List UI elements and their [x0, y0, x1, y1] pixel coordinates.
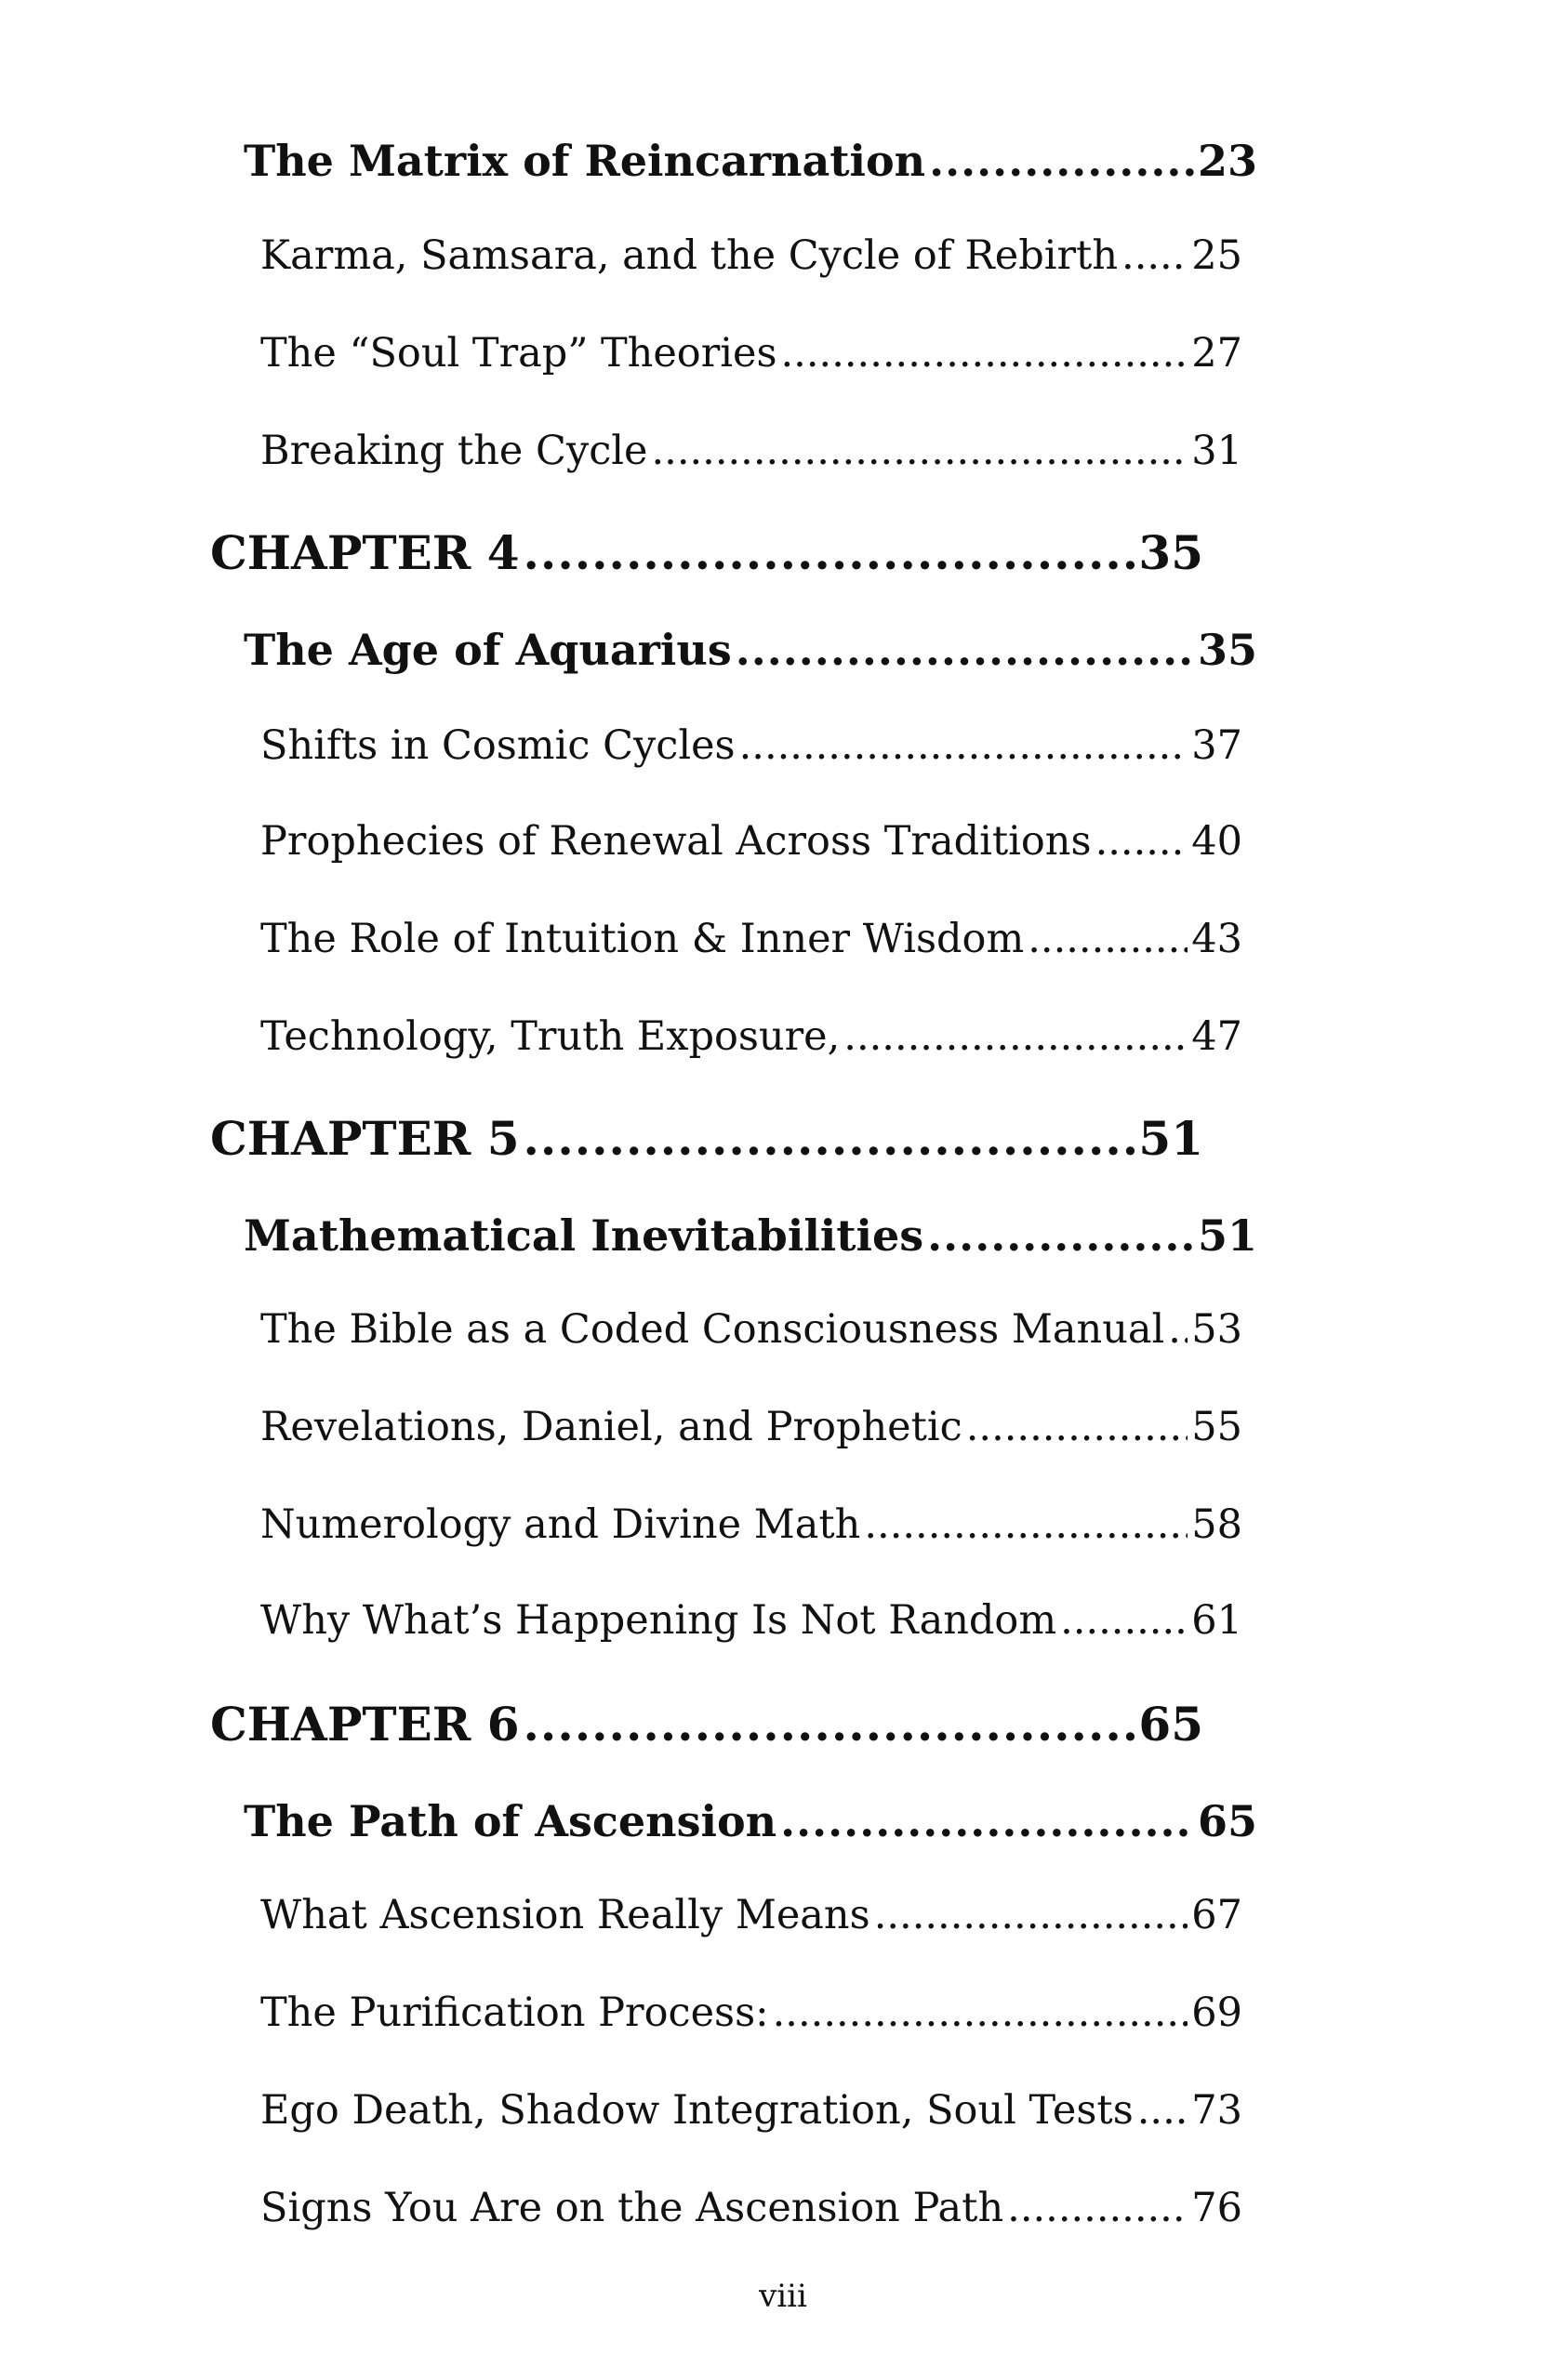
dot-leader	[843, 1013, 1188, 1060]
dot-leader	[524, 525, 1135, 580]
toc-sub-soul-trap[interactable]	[260, 330, 1242, 377]
toc-entry-title: CHAPTER 6	[210, 1697, 520, 1752]
toc-entry-page: 27	[1191, 330, 1242, 377]
toc-entry-title: Technology, Truth Exposure,	[260, 1013, 841, 1060]
toc-entry-title: Revelations, Daniel, and Prophetic	[260, 1404, 962, 1450]
toc-entry-title: Ego Death, Shadow Integration, Soul Tests	[260, 2087, 1134, 2134]
toc-entry-title: The Role of Intuition & Inner Wisdom	[260, 916, 1025, 962]
toc-section-path-of-ascension[interactable]	[244, 1796, 1257, 1846]
toc-entry-title: The Purification Process:	[260, 1990, 769, 2036]
dot-leader	[1060, 1597, 1188, 1644]
toc-entry-title: Prophecies of Renewal Across Traditions	[260, 818, 1092, 865]
dot-leader	[524, 1111, 1135, 1166]
dot-leader	[874, 1892, 1188, 1938]
toc-sub-revelations-daniel[interactable]	[260, 1404, 1242, 1450]
dot-leader	[1137, 2087, 1188, 2134]
toc-entry-title: The Age of Aquarius	[244, 625, 732, 675]
toc-entry-title: Why What’s Happening Is Not Random	[260, 1597, 1057, 1644]
toc-entry-page: 55	[1191, 1404, 1242, 1450]
toc-chapter-5[interactable]	[210, 1111, 1203, 1166]
toc-section-matrix-of-reincarnation[interactable]	[244, 136, 1257, 186]
toc-entry-title: Mathematical Inevitabilities	[244, 1210, 924, 1261]
toc-entry-page: 51	[1138, 1111, 1203, 1166]
toc-entry-page: 43	[1191, 916, 1242, 962]
toc-sub-purification-process[interactable]	[260, 1990, 1242, 2036]
toc-chapter-4[interactable]	[210, 525, 1203, 580]
toc-sub-karma-samsara[interactable]	[260, 232, 1242, 279]
toc-entry-title: The Matrix of Reincarnation	[244, 136, 926, 186]
toc-sub-role-of-intuition[interactable]	[260, 916, 1242, 962]
toc-entry-page: 23	[1197, 136, 1257, 186]
dot-leader	[652, 428, 1188, 474]
toc-sub-numerology-divine-math[interactable]	[260, 1501, 1242, 1548]
toc-entry-page: 76	[1191, 2185, 1242, 2231]
dot-leader	[739, 722, 1188, 769]
toc-entry-page: 58	[1191, 1501, 1242, 1548]
toc-sub-prophecies-of-renewal[interactable]	[260, 818, 1242, 865]
toc-chapter-6[interactable]	[210, 1697, 1203, 1752]
dot-leader	[524, 1697, 1135, 1752]
dot-leader	[1007, 2185, 1188, 2231]
toc-sub-bible-coded-manual[interactable]	[260, 1306, 1242, 1353]
toc-entry-title: CHAPTER 4	[210, 525, 520, 580]
toc-sub-breaking-the-cycle[interactable]	[260, 428, 1242, 474]
dot-leader	[927, 1210, 1194, 1261]
toc-entry-title: CHAPTER 5	[210, 1111, 520, 1166]
toc-sub-what-ascension-means[interactable]	[260, 1892, 1242, 1938]
dot-leader	[780, 1796, 1194, 1846]
toc-entry-page: 35	[1197, 625, 1257, 675]
toc-section-age-of-aquarius[interactable]	[244, 625, 1257, 675]
toc-entry-page: 53	[1191, 1306, 1242, 1353]
toc-section-mathematical-inevitabilities[interactable]	[244, 1210, 1257, 1261]
toc-entry-page: 65	[1138, 1697, 1203, 1752]
toc-entry-page: 25	[1191, 232, 1242, 279]
dot-leader	[1028, 916, 1188, 962]
dot-leader	[1095, 818, 1188, 865]
toc-entry-page: 31	[1191, 428, 1242, 474]
toc-entry-title: What Ascension Really Means	[260, 1892, 870, 1938]
toc-entry-page: 40	[1191, 818, 1242, 865]
toc-entry-title: Karma, Samsara, and the Cycle of Rebirth	[260, 232, 1119, 279]
dot-leader	[1168, 1306, 1188, 1353]
dot-leader	[736, 625, 1194, 675]
toc-entry-page: 61	[1191, 1597, 1242, 1644]
dot-leader	[929, 136, 1194, 186]
toc-entry-title: The Bible as a Coded Consciousness Manual	[260, 1306, 1165, 1353]
toc-entry-title: Signs You Are on the Ascension Path	[260, 2185, 1004, 2231]
dot-leader	[966, 1404, 1188, 1450]
toc-entry-page: 51	[1197, 1210, 1257, 1261]
toc-entry-page: 37	[1191, 722, 1242, 769]
toc-entry-page: 69	[1191, 1990, 1242, 2036]
toc-entry-title: Shifts in Cosmic Cycles	[260, 722, 736, 769]
toc-sub-shifts-in-cosmic-cycles[interactable]	[260, 722, 1242, 769]
page-number: viii	[759, 2278, 807, 2315]
toc-entry-title: Breaking the Cycle	[260, 428, 648, 474]
toc-entry-title: The Path of Ascension	[244, 1796, 777, 1846]
dot-leader	[864, 1501, 1188, 1548]
dot-leader	[1121, 232, 1188, 279]
dot-leader	[781, 330, 1188, 377]
dot-leader	[773, 1990, 1188, 2036]
toc-sub-ego-death[interactable]	[260, 2087, 1242, 2134]
toc-entry-page: 35	[1138, 525, 1203, 580]
toc-entry-page: 67	[1191, 1892, 1242, 1938]
toc-sub-signs-ascension-path[interactable]	[260, 2185, 1242, 2231]
toc-entry-page: 65	[1197, 1796, 1257, 1846]
toc-entry-page: 47	[1191, 1013, 1242, 1060]
toc-entry-title: The “Soul Trap” Theories	[260, 330, 777, 377]
toc-entry-title: Numerology and Divine Math	[260, 1501, 861, 1548]
toc-entry-page: 73	[1191, 2087, 1242, 2134]
toc-sub-why-whats-happening[interactable]	[260, 1597, 1242, 1644]
toc-sub-technology-truth-exposure[interactable]	[260, 1013, 1242, 1060]
